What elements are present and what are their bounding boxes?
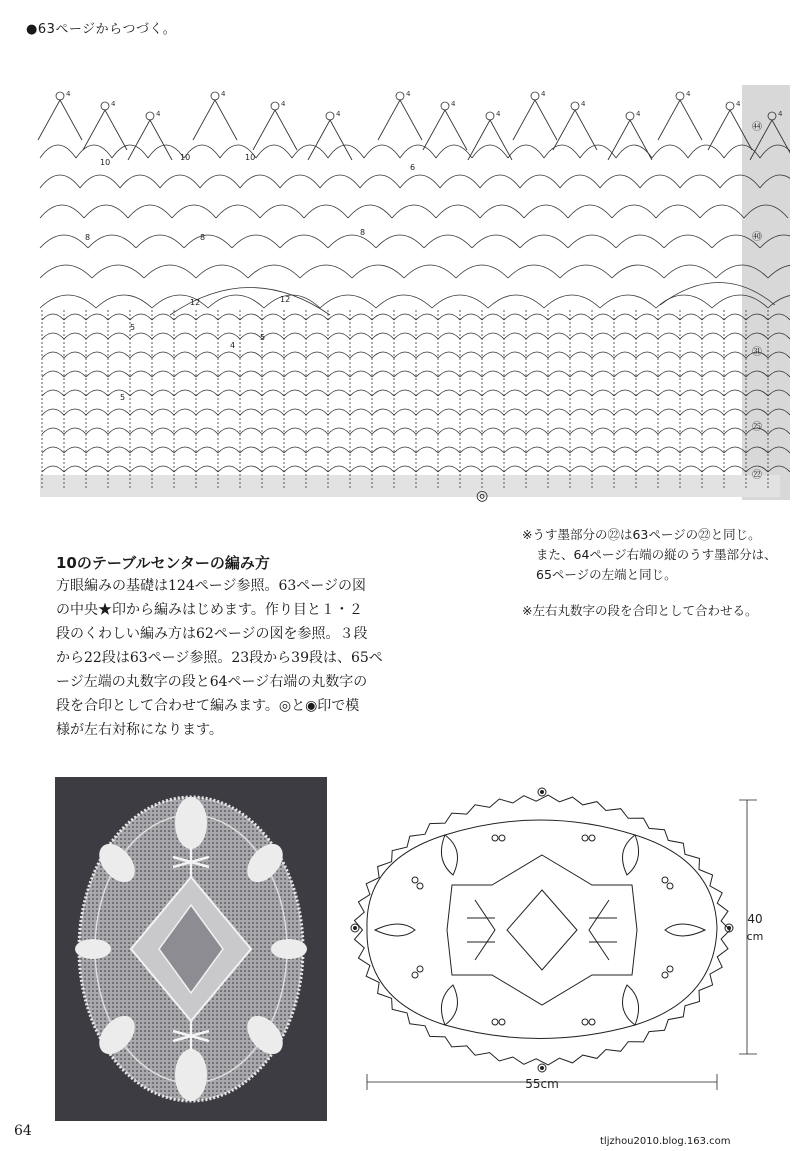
chart-stitch-lines <box>40 145 790 490</box>
diagram-dimension-lines <box>367 800 757 1090</box>
chart-top-count: 4 <box>221 90 226 98</box>
chart-top-count: 4 <box>451 100 456 108</box>
chart-row-number: 10 <box>245 153 256 162</box>
instruction-line: 段のくわしい編み方は62ページの図を参照。３段 <box>56 626 368 642</box>
chart-top-count: 4 <box>581 100 586 108</box>
chart-row-number: 12 <box>190 298 201 307</box>
height-value: 40 <box>747 912 763 926</box>
chart-row-number: 8 <box>360 228 366 237</box>
chart-top-count: 4 <box>778 110 783 118</box>
size-diagram <box>345 780 785 1095</box>
chart-top-count: 4 <box>281 100 286 108</box>
chart-row-number: 5 <box>120 393 126 402</box>
chart-row-number: 6 <box>410 163 416 172</box>
instructions-text <box>56 574 416 742</box>
crochet-chart-svg <box>30 80 790 510</box>
chart-side-marker: ㉛ <box>752 347 762 358</box>
chart-top-count: 4 <box>406 90 411 98</box>
chart-side-marker: ㉕ <box>752 422 762 433</box>
chart-row-numbers <box>66 90 783 402</box>
diagram-leaf-motifs <box>375 835 705 1025</box>
chart-top-count: 4 <box>111 100 116 108</box>
chart-row-number: 4 <box>230 341 236 350</box>
chart-side-marker: ㉒ <box>752 470 762 481</box>
diagram-circle-marks <box>351 788 733 1072</box>
chart-row-number: 8 <box>85 233 91 242</box>
diagram-inner-oval <box>367 820 717 1039</box>
instruction-line: 方眼編みの基礎は124ページ参照。63ページの図 <box>56 578 366 594</box>
doily-photo <box>55 777 327 1121</box>
chart-top-count: 4 <box>636 110 641 118</box>
crochet-chart <box>30 80 790 510</box>
chart-row-number: 5 <box>260 333 266 342</box>
chart-top-count: 4 <box>686 90 691 98</box>
size-diagram-svg <box>345 780 785 1095</box>
chart-side-marker: ㊵ <box>752 232 762 243</box>
height-unit: cm <box>746 930 764 943</box>
chart-center-mark: ◎ <box>476 488 489 504</box>
note-1-line-3: 65ページの左端と同じ。 <box>536 567 677 582</box>
chart-row-number: 5 <box>130 323 136 332</box>
diagram-center-pattern <box>447 855 637 1005</box>
chart-top-count: 4 <box>336 110 341 118</box>
note-1-line-1: ※うす墨部分の㉒は63ページの㉒と同じ。 <box>522 527 761 542</box>
instruction-line: 段を合印として合わせて編みます。◎と◉印で模 <box>56 698 360 714</box>
chart-row-number: 8 <box>200 233 206 242</box>
chart-top-count: 4 <box>156 110 161 118</box>
chart-top-count: 4 <box>541 90 546 98</box>
chart-top-count: 4 <box>736 100 741 108</box>
section-title: 10のテーブルセンターの編み方 <box>56 554 270 572</box>
chart-top-peaks <box>38 92 790 160</box>
instruction-line: から22段は63ページ参照。23段から39段は、65ペ <box>56 650 383 666</box>
doily-photo-svg <box>55 777 327 1121</box>
shaded-bottom-band <box>40 475 780 497</box>
continued-note: ●63ページからつづく。 <box>26 22 177 37</box>
instruction-line: ージ左端の丸数字の段と64ページ右端の丸数字の <box>56 674 368 690</box>
instruction-line: の中央★印から編みはじめます。作り目と１・２ <box>56 602 363 618</box>
chart-side-marker: ㊹ <box>752 122 762 133</box>
note-2: ※左右丸数字の段を合印として合わせる。 <box>522 603 758 618</box>
chart-row-number: 10 <box>180 153 191 162</box>
instruction-line: 様が左右対称になります。 <box>56 722 223 738</box>
notes-block <box>522 525 792 621</box>
page-number: 64 <box>14 1123 32 1139</box>
chart-row-number: 10 <box>100 158 111 167</box>
footer-url: tljzhou2010.blog.163.com <box>600 1136 731 1147</box>
chart-top-count: 4 <box>496 110 501 118</box>
note-1-line-2: また、64ページ右端の縦のうす墨部分は、 <box>536 547 777 562</box>
width-label: 55cm <box>525 1077 559 1091</box>
diagram-scalloped-edge <box>355 795 731 1065</box>
chart-row-number: 12 <box>280 295 291 304</box>
chart-top-count: 4 <box>66 90 71 98</box>
